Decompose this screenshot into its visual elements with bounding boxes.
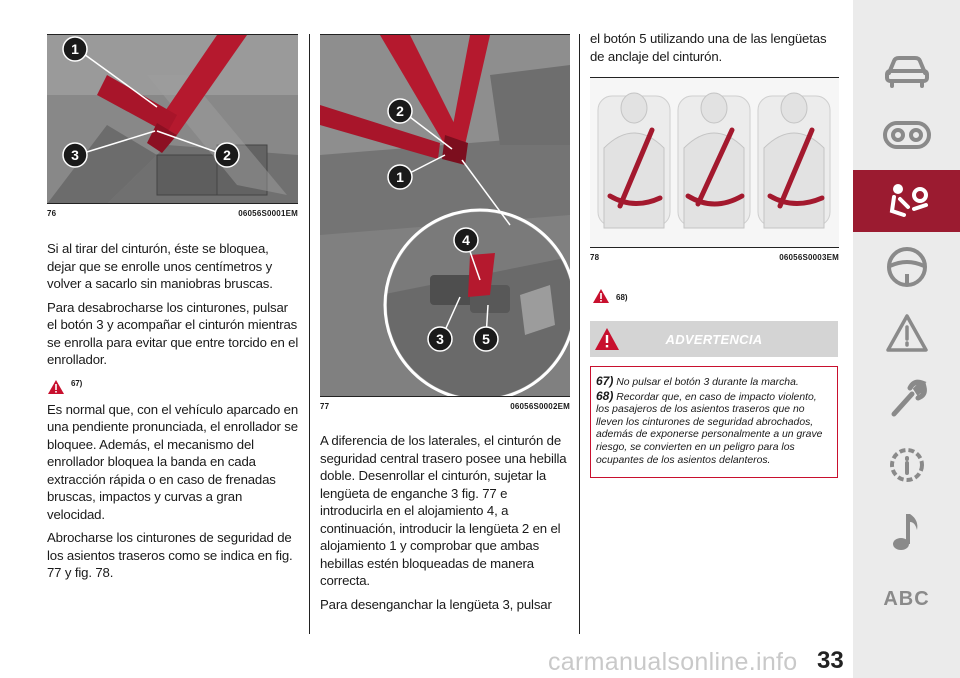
warning-reference: [47, 375, 299, 395]
figure-77-photo: [320, 34, 570, 397]
callout-3: [428, 327, 452, 351]
chapter-sidebar: [853, 0, 960, 678]
paragraph: Para desabrocharse los cinturones, pulsar el botón 3 y acompañar el cinturón mientras se enrolla para evitar que entre torcido en el enrollador.: [47, 299, 299, 367]
sidebar-item-technical-data[interactable]: [853, 434, 960, 496]
figure-number: 76: [47, 209, 57, 218]
sidebar-index-label: ABC: [883, 587, 930, 610]
advertencia-title: ADVERTENCIA: [665, 332, 763, 347]
figure-code: 06056S0002EM: [510, 402, 570, 411]
paragraph: el botón 5 utilizando una de las lengüetas de anclaje del cinturón.: [590, 31, 827, 64]
warning-triangle-icon: [885, 313, 929, 353]
warning-item-text: Recordar que, en caso de impacto violento, los pasajeros de los asientos traseros que no lleven los cinturones de seguridad abrochados, además de exponerse personalmente a un grave riesgo, se convierten en un peligro para los ocupantes de los asientos delanteros.: [596, 391, 823, 466]
sidebar-item-dashboard[interactable]: [853, 104, 960, 166]
callout-3: [63, 143, 87, 167]
car-icon: [884, 53, 930, 89]
figure-77-caption: [320, 396, 570, 411]
callout-4: [454, 228, 478, 252]
figure-78-illustration: [590, 77, 839, 248]
warning-item: [596, 375, 831, 390]
warning-ref-number: 68): [616, 293, 628, 302]
steering-wheel-icon: [886, 246, 928, 288]
svg-text:3: 3: [71, 147, 79, 163]
warning-triangle-icon: [592, 288, 610, 304]
callout-5: [474, 327, 498, 351]
callout-2: [215, 143, 239, 167]
sidebar-item-safety[interactable]: [853, 170, 960, 232]
warning-item-number: 68): [596, 388, 614, 403]
svg-text:2: 2: [396, 103, 404, 119]
warning-item-text: No pulsar el botón 3 durante la marcha.: [616, 377, 799, 388]
svg-text:3: 3: [436, 331, 444, 347]
svg-text:1: 1: [71, 41, 79, 57]
figure-78-caption: [590, 247, 839, 262]
svg-text:4: 4: [462, 232, 470, 248]
warning-triangle-icon: [47, 379, 65, 395]
callout-2: [388, 99, 412, 123]
advertencia-box: [590, 321, 838, 478]
column-divider: [579, 34, 580, 634]
figure-number: 77: [320, 402, 330, 411]
gear-info-icon: [886, 444, 928, 486]
music-note-icon: [891, 510, 923, 552]
paragraph: Es normal que, con el vehículo aparcado en una pendiente pronunciada, el enrollador se bloquee. Además, el mecanismo del enrollador bloquea la banda en cada extracción rápida o en caso de frenadas bruscas, impactos y curvas a gran velocidad.: [47, 401, 299, 522]
callout-1: [63, 37, 87, 61]
column-1-text: [47, 240, 299, 588]
warning-ref-number: 67): [71, 379, 83, 388]
figure-76-caption: [47, 203, 298, 218]
paragraph: Abrocharse los cinturones de seguridad de los asientos traseros como se indica en fig. 77 y fig. 78.: [47, 530, 293, 580]
advertencia-body: [590, 366, 838, 478]
figure-number: 78: [590, 253, 600, 262]
svg-text:1: 1: [396, 169, 404, 185]
paragraph: Si al tirar del cinturón, éste se bloquea, dejar que se enrolle unos centímetros y volver a sacarlo sin maniobras bruscas.: [47, 241, 273, 291]
sidebar-item-multimedia[interactable]: [853, 500, 960, 562]
figure-code: 06056S0001EM: [238, 209, 298, 218]
figure-76-photo: [47, 34, 298, 204]
warning-reference: [592, 284, 628, 304]
sidebar-item-driving[interactable]: [853, 236, 960, 298]
airbag-passenger-icon: [884, 181, 930, 221]
sidebar-item-maintenance[interactable]: [853, 368, 960, 430]
sidebar-item-index[interactable]: [853, 568, 960, 630]
wrench-icon: [886, 378, 928, 420]
svg-text:2: 2: [223, 147, 231, 163]
svg-text:5: 5: [482, 331, 490, 347]
sidebar-item-emergency[interactable]: [853, 302, 960, 364]
column-divider: [309, 34, 310, 634]
dashboard-icon: [883, 120, 931, 150]
callout-1: [388, 165, 412, 189]
page-number: 33: [817, 647, 844, 674]
sidebar-item-car[interactable]: [853, 40, 960, 102]
advertencia-header: [590, 321, 838, 357]
warning-item: [596, 390, 831, 468]
column-2-text: [320, 432, 570, 619]
paragraph: Para desenganchar la lengüeta 3, pulsar: [320, 596, 552, 612]
watermark: carmanualsonline.info: [548, 648, 798, 676]
figure-code: 06056S0003EM: [779, 253, 839, 262]
paragraph: A diferencia de los laterales, el cinturón de seguridad central trasero posee una hebilla doble. Desenrollar el cinturón, sujetar la lengüeta de enganche 3 fig. 77 e introducirla en el alojamiento 4, a continuación, introducir la lengüeta 2 en el alojamiento 1 y comprobar que ambas hebillas estén bloqueadas de manera correcta.: [320, 433, 567, 588]
column-3-text: [590, 30, 840, 71]
warning-item-number: 67): [596, 374, 614, 388]
